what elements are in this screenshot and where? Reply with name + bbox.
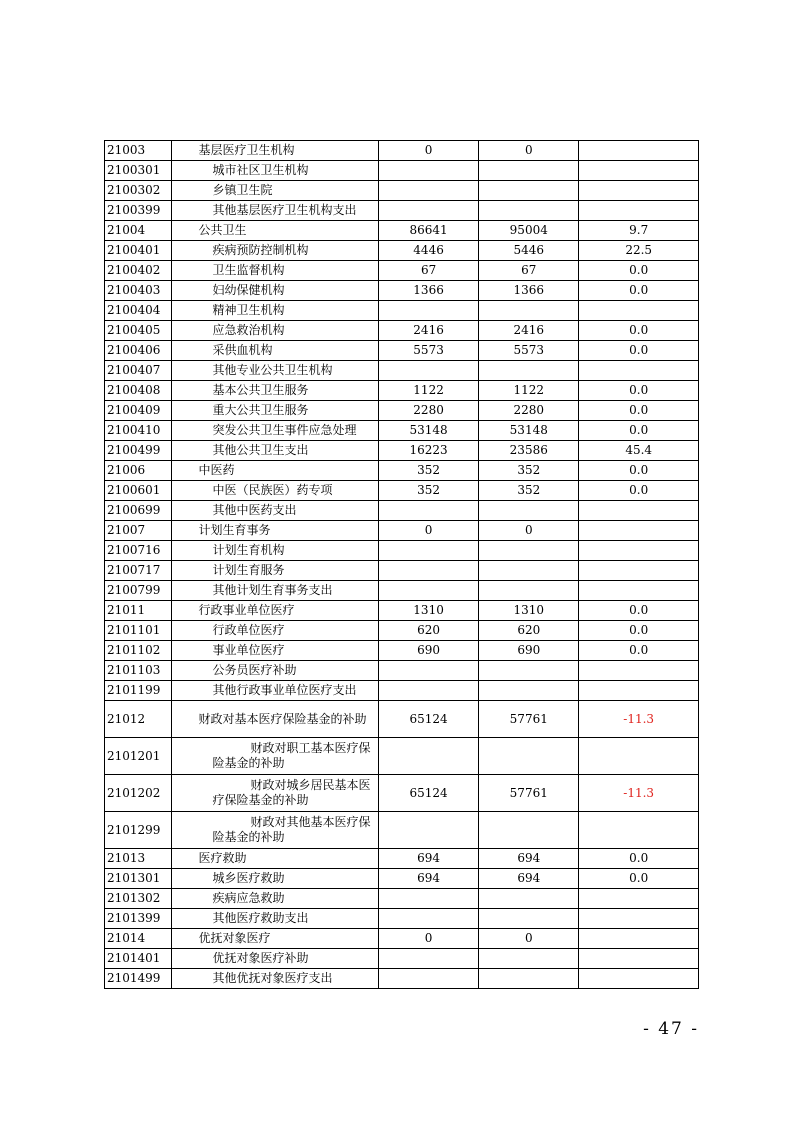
table-row xyxy=(105,849,699,869)
budget-value-curr: 57761 xyxy=(479,775,579,812)
item-code: 2100401 xyxy=(105,241,172,261)
growth-percent: 0.0 xyxy=(579,401,699,421)
growth-percent: 0.0 xyxy=(579,481,699,501)
budget-value-prev: 694 xyxy=(378,869,478,889)
table-row xyxy=(105,621,699,641)
table-row xyxy=(105,281,699,301)
table-row xyxy=(105,701,699,738)
budget-value-prev: 352 xyxy=(378,461,478,481)
item-name: 中医（民族医）药专项 xyxy=(172,481,379,501)
growth-percent: 45.4 xyxy=(579,441,699,461)
budget-value-curr: 2280 xyxy=(479,401,579,421)
item-name: 财政对基本医疗保险基金的补助 xyxy=(172,701,379,738)
budget-value-curr: 352 xyxy=(479,461,579,481)
budget-value-prev xyxy=(378,161,478,181)
item-code: 2100409 xyxy=(105,401,172,421)
item-name: 计划生育事务 xyxy=(172,521,379,541)
growth-percent xyxy=(579,738,699,775)
budget-value-curr xyxy=(479,161,579,181)
item-name: 乡镇卫生院 xyxy=(172,181,379,201)
table-row xyxy=(105,321,699,341)
budget-value-prev xyxy=(378,812,478,849)
item-name: 其他行政事业单位医疗支出 xyxy=(172,681,379,701)
item-name: 基本公共卫生服务 xyxy=(172,381,379,401)
page-number: - 47 - xyxy=(643,1019,699,1039)
budget-value-curr: 352 xyxy=(479,481,579,501)
item-name: 中医药 xyxy=(172,461,379,481)
item-name: 卫生监督机构 xyxy=(172,261,379,281)
item-code: 2100405 xyxy=(105,321,172,341)
budget-value-curr: 694 xyxy=(479,869,579,889)
table-row xyxy=(105,201,699,221)
item-name: 计划生育机构 xyxy=(172,541,379,561)
budget-value-prev: 86641 xyxy=(378,221,478,241)
item-code: 21014 xyxy=(105,929,172,949)
growth-percent: 9.7 xyxy=(579,221,699,241)
growth-percent xyxy=(579,521,699,541)
budget-value-prev xyxy=(378,969,478,989)
growth-percent xyxy=(579,161,699,181)
table-row xyxy=(105,481,699,501)
table-row xyxy=(105,541,699,561)
budget-value-curr xyxy=(479,889,579,909)
item-code: 2101499 xyxy=(105,969,172,989)
budget-value-prev: 4446 xyxy=(378,241,478,261)
item-code: 2101202 xyxy=(105,775,172,812)
item-code: 2101302 xyxy=(105,889,172,909)
budget-value-prev xyxy=(378,949,478,969)
table-row xyxy=(105,221,699,241)
growth-percent: 0.0 xyxy=(579,849,699,869)
item-code: 2101301 xyxy=(105,869,172,889)
growth-percent: 0.0 xyxy=(579,321,699,341)
item-code: 2100799 xyxy=(105,581,172,601)
item-name: 财政对城乡居民基本医疗保险基金的补助 xyxy=(172,775,379,812)
item-name: 重大公共卫生服务 xyxy=(172,401,379,421)
table-row xyxy=(105,401,699,421)
budget-value-prev xyxy=(378,661,478,681)
growth-percent xyxy=(579,141,699,161)
budget-value-prev: 0 xyxy=(378,929,478,949)
growth-percent: 0.0 xyxy=(579,421,699,441)
item-code: 21011 xyxy=(105,601,172,621)
table-row xyxy=(105,261,699,281)
budget-value-curr: 1122 xyxy=(479,381,579,401)
item-name: 城乡医疗救助 xyxy=(172,869,379,889)
item-name: 其他医疗救助支出 xyxy=(172,909,379,929)
budget-value-prev: 5573 xyxy=(378,341,478,361)
item-code: 2100499 xyxy=(105,441,172,461)
item-code: 21013 xyxy=(105,849,172,869)
budget-value-curr xyxy=(479,201,579,221)
growth-percent: 0.0 xyxy=(579,869,699,889)
growth-percent: 0.0 xyxy=(579,461,699,481)
item-code: 2100699 xyxy=(105,501,172,521)
budget-value-curr xyxy=(479,501,579,521)
item-code: 21012 xyxy=(105,701,172,738)
table-row xyxy=(105,812,699,849)
item-name: 应急救治机构 xyxy=(172,321,379,341)
budget-value-prev xyxy=(378,561,478,581)
budget-value-curr: 2416 xyxy=(479,321,579,341)
item-code: 2101103 xyxy=(105,661,172,681)
growth-percent xyxy=(579,201,699,221)
growth-percent xyxy=(579,301,699,321)
growth-percent xyxy=(579,541,699,561)
budget-value-curr: 0 xyxy=(479,929,579,949)
budget-value-curr xyxy=(479,581,579,601)
item-code: 2100301 xyxy=(105,161,172,181)
table-row xyxy=(105,681,699,701)
budget-value-prev: 694 xyxy=(378,849,478,869)
budget-value-prev xyxy=(378,201,478,221)
table-row xyxy=(105,581,699,601)
budget-value-curr xyxy=(479,949,579,969)
item-code: 2100410 xyxy=(105,421,172,441)
item-name: 疾病应急救助 xyxy=(172,889,379,909)
table-row xyxy=(105,181,699,201)
budget-value-prev xyxy=(378,541,478,561)
item-code: 21006 xyxy=(105,461,172,481)
growth-percent xyxy=(579,581,699,601)
budget-value-curr xyxy=(479,301,579,321)
item-name: 行政事业单位医疗 xyxy=(172,601,379,621)
table-row xyxy=(105,361,699,381)
budget-value-prev: 16223 xyxy=(378,441,478,461)
expenditure-table xyxy=(104,140,699,989)
budget-value-curr xyxy=(479,661,579,681)
budget-value-prev: 67 xyxy=(378,261,478,281)
budget-value-curr xyxy=(479,969,579,989)
item-code: 2101401 xyxy=(105,949,172,969)
item-code: 2101199 xyxy=(105,681,172,701)
item-name: 公共卫生 xyxy=(172,221,379,241)
growth-percent xyxy=(579,889,699,909)
item-code: 2100302 xyxy=(105,181,172,201)
table-row xyxy=(105,301,699,321)
item-name: 其他基层医疗卫生机构支出 xyxy=(172,201,379,221)
growth-percent xyxy=(579,969,699,989)
item-code: 2100717 xyxy=(105,561,172,581)
table-row xyxy=(105,441,699,461)
item-name: 其他专业公共卫生机构 xyxy=(172,361,379,381)
budget-value-prev: 352 xyxy=(378,481,478,501)
item-name: 财政对职工基本医疗保险基金的补助 xyxy=(172,738,379,775)
item-name: 计划生育服务 xyxy=(172,561,379,581)
item-name: 突发公共卫生事件应急处理 xyxy=(172,421,379,441)
table-row xyxy=(105,241,699,261)
table-row xyxy=(105,601,699,621)
budget-value-prev: 0 xyxy=(378,141,478,161)
table-row xyxy=(105,381,699,401)
item-code: 2101399 xyxy=(105,909,172,929)
item-name: 优抚对象医疗 xyxy=(172,929,379,949)
item-name: 事业单位医疗 xyxy=(172,641,379,661)
growth-percent xyxy=(579,929,699,949)
budget-value-prev xyxy=(378,909,478,929)
growth-percent: 0.0 xyxy=(579,341,699,361)
item-code: 2100402 xyxy=(105,261,172,281)
table-body xyxy=(105,141,699,989)
budget-value-curr xyxy=(479,541,579,561)
growth-percent xyxy=(579,909,699,929)
table-row xyxy=(105,341,699,361)
budget-value-curr: 53148 xyxy=(479,421,579,441)
table-row xyxy=(105,969,699,989)
item-code: 21007 xyxy=(105,521,172,541)
budget-value-prev: 0 xyxy=(378,521,478,541)
budget-value-prev xyxy=(378,181,478,201)
table-row xyxy=(105,641,699,661)
item-code: 2100716 xyxy=(105,541,172,561)
budget-value-curr xyxy=(479,361,579,381)
growth-percent xyxy=(579,661,699,681)
budget-value-prev: 53148 xyxy=(378,421,478,441)
growth-percent: 0.0 xyxy=(579,601,699,621)
budget-value-prev: 2416 xyxy=(378,321,478,341)
item-name: 其他中医药支出 xyxy=(172,501,379,521)
budget-value-prev xyxy=(378,681,478,701)
budget-value-prev: 65124 xyxy=(378,701,478,738)
budget-value-curr xyxy=(479,909,579,929)
item-name: 其他计划生育事务支出 xyxy=(172,581,379,601)
budget-value-curr xyxy=(479,681,579,701)
table-row xyxy=(105,909,699,929)
item-name: 公务员医疗补助 xyxy=(172,661,379,681)
item-code: 2100406 xyxy=(105,341,172,361)
budget-value-curr xyxy=(479,738,579,775)
budget-value-prev xyxy=(378,889,478,909)
budget-value-curr: 1366 xyxy=(479,281,579,301)
item-name: 财政对其他基本医疗保险基金的补助 xyxy=(172,812,379,849)
budget-value-curr: 0 xyxy=(479,521,579,541)
budget-value-curr: 95004 xyxy=(479,221,579,241)
item-code: 2100601 xyxy=(105,481,172,501)
budget-value-curr: 5573 xyxy=(479,341,579,361)
budget-value-prev xyxy=(378,501,478,521)
budget-value-prev xyxy=(378,581,478,601)
item-code: 2100408 xyxy=(105,381,172,401)
growth-percent xyxy=(579,812,699,849)
table-row xyxy=(105,738,699,775)
budget-value-curr: 67 xyxy=(479,261,579,281)
table-row xyxy=(105,461,699,481)
item-name: 疾病预防控制机构 xyxy=(172,241,379,261)
table-row xyxy=(105,775,699,812)
table-row xyxy=(105,929,699,949)
item-code: 2101101 xyxy=(105,621,172,641)
growth-percent: 0.0 xyxy=(579,621,699,641)
item-name: 医疗救助 xyxy=(172,849,379,869)
budget-value-prev: 1310 xyxy=(378,601,478,621)
item-code: 2100404 xyxy=(105,301,172,321)
budget-value-prev: 1122 xyxy=(378,381,478,401)
budget-value-prev: 620 xyxy=(378,621,478,641)
budget-value-prev: 690 xyxy=(378,641,478,661)
growth-percent xyxy=(579,949,699,969)
table-row xyxy=(105,889,699,909)
table-row xyxy=(105,661,699,681)
table-row xyxy=(105,421,699,441)
budget-value-curr: 57761 xyxy=(479,701,579,738)
growth-percent: 22.5 xyxy=(579,241,699,261)
table-row xyxy=(105,521,699,541)
budget-value-curr: 5446 xyxy=(479,241,579,261)
item-code: 2100407 xyxy=(105,361,172,381)
item-name: 行政单位医疗 xyxy=(172,621,379,641)
item-name: 优抚对象医疗补助 xyxy=(172,949,379,969)
item-code: 2100399 xyxy=(105,201,172,221)
item-name: 妇幼保健机构 xyxy=(172,281,379,301)
item-name: 基层医疗卫生机构 xyxy=(172,141,379,161)
item-code: 2100403 xyxy=(105,281,172,301)
budget-value-prev xyxy=(378,361,478,381)
item-code: 2101201 xyxy=(105,738,172,775)
growth-percent: -11.3 xyxy=(579,701,699,738)
growth-percent: 0.0 xyxy=(579,641,699,661)
growth-percent xyxy=(579,501,699,521)
growth-percent xyxy=(579,681,699,701)
budget-value-curr: 1310 xyxy=(479,601,579,621)
growth-percent: 0.0 xyxy=(579,381,699,401)
budget-value-curr: 23586 xyxy=(479,441,579,461)
growth-percent: 0.0 xyxy=(579,261,699,281)
growth-percent xyxy=(579,561,699,581)
budget-value-prev xyxy=(378,738,478,775)
budget-value-prev: 1366 xyxy=(378,281,478,301)
budget-value-curr: 0 xyxy=(479,141,579,161)
budget-value-curr: 620 xyxy=(479,621,579,641)
growth-percent xyxy=(579,181,699,201)
item-code: 21004 xyxy=(105,221,172,241)
budget-value-prev: 65124 xyxy=(378,775,478,812)
table-row xyxy=(105,561,699,581)
table-row xyxy=(105,161,699,181)
item-name: 其他优抚对象医疗支出 xyxy=(172,969,379,989)
item-code: 2101102 xyxy=(105,641,172,661)
budget-value-prev xyxy=(378,301,478,321)
budget-value-curr: 694 xyxy=(479,849,579,869)
budget-value-curr xyxy=(479,561,579,581)
table-row xyxy=(105,869,699,889)
item-code: 2101299 xyxy=(105,812,172,849)
growth-percent: -11.3 xyxy=(579,775,699,812)
budget-value-curr xyxy=(479,812,579,849)
table-row xyxy=(105,501,699,521)
budget-value-curr: 690 xyxy=(479,641,579,661)
growth-percent: 0.0 xyxy=(579,281,699,301)
item-name: 城市社区卫生机构 xyxy=(172,161,379,181)
item-code: 21003 xyxy=(105,141,172,161)
growth-percent xyxy=(579,361,699,381)
item-name: 精神卫生机构 xyxy=(172,301,379,321)
item-name: 采供血机构 xyxy=(172,341,379,361)
budget-value-prev: 2280 xyxy=(378,401,478,421)
table-row xyxy=(105,949,699,969)
table-row xyxy=(105,141,699,161)
budget-value-curr xyxy=(479,181,579,201)
item-name: 其他公共卫生支出 xyxy=(172,441,379,461)
